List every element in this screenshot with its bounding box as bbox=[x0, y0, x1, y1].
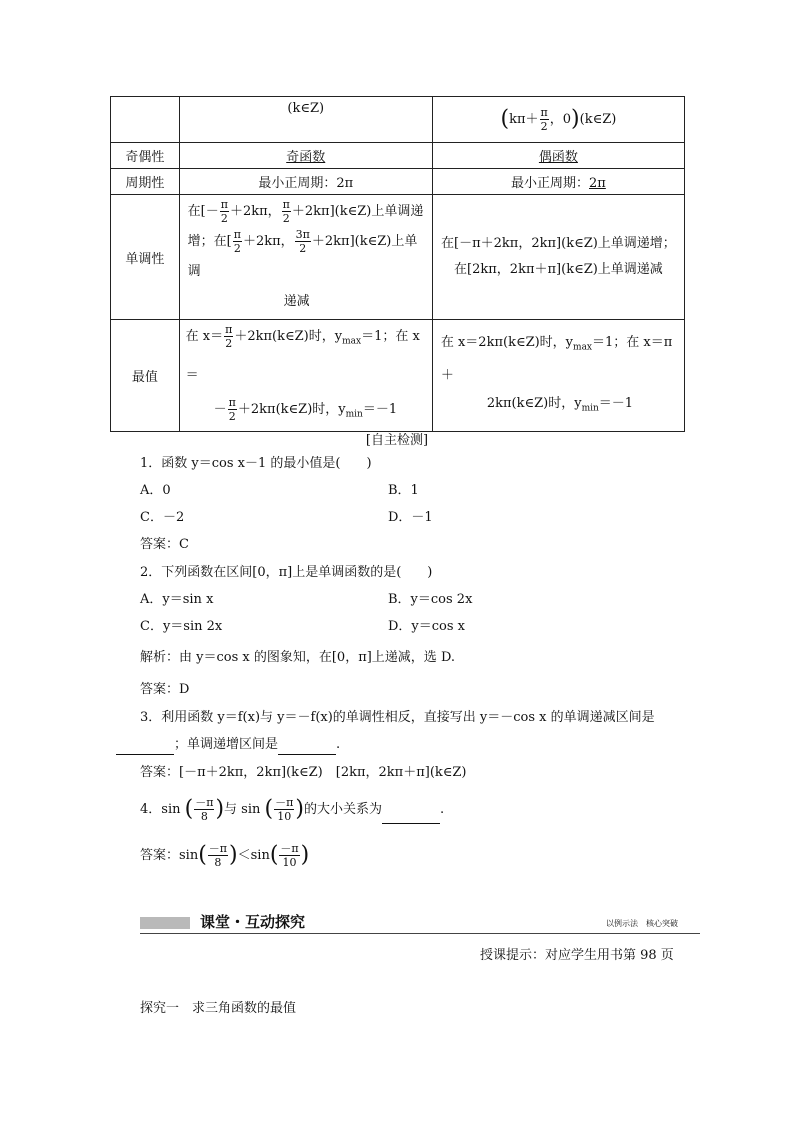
q1-option-d: D．－1 bbox=[388, 510, 433, 525]
fraction bbox=[540, 107, 549, 132]
banner-bar bbox=[140, 917, 190, 929]
table-row bbox=[111, 169, 685, 195]
cell-content bbox=[180, 195, 432, 319]
q3-answer: 答案：[－π＋2kπ，2kπ](k∈Z) [2kπ，2kπ＋π](k∈Z) bbox=[140, 765, 467, 780]
frac-den: 2 bbox=[540, 120, 548, 133]
properties-table bbox=[110, 96, 685, 432]
fraction bbox=[224, 324, 233, 349]
q4-answer bbox=[140, 842, 309, 870]
line bbox=[188, 227, 426, 287]
table-row bbox=[111, 320, 685, 432]
t: － bbox=[213, 401, 227, 417]
cell-cos-center bbox=[432, 97, 684, 143]
q2-stem: 2．下列函数在区间[0，π]上是单调函数的是( ) bbox=[140, 565, 433, 580]
frac-den: 10 bbox=[282, 856, 297, 869]
fraction bbox=[208, 843, 228, 868]
q1-option-a: A．0 bbox=[140, 483, 171, 498]
t: 在 x＝ bbox=[185, 329, 224, 344]
line bbox=[441, 390, 684, 423]
q3-stem-cont bbox=[116, 735, 340, 755]
frac-num: π bbox=[225, 323, 233, 336]
cell-content bbox=[433, 329, 684, 422]
paren-right: ) bbox=[229, 842, 238, 868]
paren-left: ( bbox=[198, 842, 207, 868]
q2-option-d: D．y＝cos x bbox=[388, 619, 466, 634]
fraction bbox=[220, 199, 229, 224]
frac-den: 8 bbox=[214, 856, 222, 869]
frac-num: 3π bbox=[295, 228, 310, 241]
t: ＋2kπ， bbox=[229, 204, 281, 219]
t: ＝－1 bbox=[598, 395, 634, 411]
frac-num: －π bbox=[208, 842, 228, 855]
cell-sin-parity bbox=[179, 143, 432, 169]
t: max bbox=[342, 336, 362, 347]
t: . bbox=[439, 802, 445, 817]
self-check-title: [自主检测] bbox=[365, 433, 429, 448]
fraction bbox=[282, 199, 291, 224]
cell-text: kπ＋ bbox=[509, 112, 539, 127]
fraction bbox=[194, 797, 214, 822]
banner-title: 课堂・互动探究 bbox=[200, 913, 306, 931]
frac-num: －π bbox=[280, 842, 299, 855]
frac-num: π bbox=[220, 198, 228, 211]
cell-cos-extrema bbox=[432, 320, 684, 432]
paren-right: ) bbox=[571, 106, 580, 132]
frac-num: π bbox=[228, 395, 236, 409]
line bbox=[186, 393, 432, 432]
t: ＝1；在 x＝π＋ bbox=[440, 335, 673, 383]
frac-den: 2 bbox=[299, 242, 307, 255]
table-row bbox=[111, 143, 685, 169]
fraction bbox=[233, 229, 242, 254]
explore-heading: 探究一 求三角函数的最值 bbox=[140, 1001, 297, 1016]
frac-num: －π bbox=[195, 796, 214, 809]
q2-analysis: 解析：由 y＝cos x 的图象知，在[0，π]上递减，选 D. bbox=[140, 650, 456, 665]
q1-answer: 答案：C bbox=[140, 537, 189, 552]
t: 2kπ(k∈Z)时，y bbox=[486, 395, 582, 411]
t: ＋2kπ， bbox=[242, 234, 294, 249]
q1-option-b: B．1 bbox=[388, 483, 419, 498]
answer-blank bbox=[382, 809, 440, 824]
frac-num: －π bbox=[275, 796, 294, 809]
line: 在[－π＋2kπ，2kπ](k∈Z)上单调递增； bbox=[441, 236, 676, 251]
frac-den: 2 bbox=[220, 212, 228, 225]
q4-stem bbox=[140, 796, 444, 824]
frac-num: π bbox=[233, 228, 241, 241]
cell-cos-parity bbox=[432, 143, 684, 169]
q2-answer: 答案：D bbox=[140, 682, 190, 697]
fraction bbox=[228, 397, 237, 422]
t: 在 x＝2kπ(k∈Z)时，y bbox=[440, 335, 574, 350]
fraction bbox=[295, 229, 311, 254]
paren-right: ) bbox=[215, 796, 225, 822]
t: 4．sin bbox=[140, 802, 181, 817]
cell-sin-center bbox=[179, 97, 432, 143]
t: ＋2kπ(k∈Z)时，y bbox=[237, 401, 346, 417]
t: ＋2kπ](k∈Z)上单调 bbox=[187, 234, 418, 279]
frac-den: 2 bbox=[233, 242, 241, 255]
cell-content bbox=[180, 320, 432, 431]
line: 在[2kπ，2kπ＋π](k∈Z)上单调递减 bbox=[454, 262, 663, 277]
banner-subtitle: 以例示法 核心突破 bbox=[606, 919, 678, 928]
cell-sin-extrema bbox=[179, 320, 432, 432]
row-header-period: 周期性 bbox=[111, 169, 180, 195]
paren-right: ) bbox=[300, 842, 310, 868]
t: max bbox=[573, 342, 593, 353]
fraction bbox=[274, 797, 294, 822]
t: min bbox=[345, 409, 363, 420]
row-header-empty bbox=[111, 97, 180, 143]
cell-text: ，0 bbox=[549, 112, 572, 127]
t: . bbox=[336, 737, 341, 752]
q1-stem: 1．函数 y＝cos x－1 的最小值是( ) bbox=[140, 456, 372, 471]
t: min bbox=[581, 403, 599, 414]
teaching-hint: 授课提示：对应学生用书第 98 页 bbox=[480, 948, 674, 963]
t: ＋2kπ(k∈Z)时，y bbox=[234, 329, 343, 344]
frac-den: 10 bbox=[277, 810, 292, 823]
paren-left: ( bbox=[264, 796, 274, 822]
cell-sin-monotonicity bbox=[179, 195, 432, 320]
t: ；单调递增区间是 bbox=[174, 737, 279, 752]
t: ＋2kπ](k∈Z)上单调递 bbox=[291, 204, 424, 219]
q2-option-c: C．y＝sin 2x bbox=[140, 619, 223, 634]
t: 答案：sin bbox=[140, 848, 199, 863]
cell-text: (k∈Z) bbox=[287, 101, 325, 116]
line bbox=[441, 329, 684, 390]
frac-den: 2 bbox=[225, 337, 233, 350]
cell-text: 最小正周期： bbox=[511, 176, 590, 191]
row-header-monotonicity: 单调性 bbox=[111, 195, 180, 320]
banner-divider bbox=[140, 933, 700, 934]
table-row bbox=[111, 97, 685, 143]
t: 3．利用函数 y＝f(x)与 y＝－f(x)的单调性相反，直接写出 y＝－cos x 的单调递减区间是 bbox=[140, 710, 655, 725]
frac-den: 2 bbox=[228, 409, 236, 423]
cell-text: (k∈Z) bbox=[579, 112, 617, 127]
q3-stem bbox=[140, 708, 655, 728]
answer-blank bbox=[278, 740, 336, 755]
frac-den: 2 bbox=[282, 212, 290, 225]
cell-content bbox=[433, 231, 684, 283]
paren-right: ) bbox=[295, 796, 304, 822]
cell-text: 偶函数 bbox=[538, 150, 578, 165]
q1-option-c: C．－2 bbox=[140, 510, 185, 525]
fraction bbox=[279, 843, 299, 868]
cell-cos-period bbox=[432, 169, 684, 195]
t: 增；在[ bbox=[187, 234, 232, 249]
t: 在[－ bbox=[187, 204, 219, 219]
t: ＝－1 bbox=[362, 401, 398, 417]
row-header-parity: 奇偶性 bbox=[111, 143, 180, 169]
t: 与 sin bbox=[224, 802, 261, 817]
cell-text: 奇函数 bbox=[286, 150, 326, 165]
cell-text: 2π bbox=[589, 176, 606, 191]
t: ＜sin bbox=[237, 848, 270, 863]
answer-blank bbox=[116, 740, 174, 755]
frac-num: π bbox=[282, 198, 290, 211]
t: 的大小关系为 bbox=[303, 802, 382, 817]
paren-left: ( bbox=[500, 106, 510, 132]
line: 递减 bbox=[283, 294, 310, 309]
frac-den: 8 bbox=[200, 810, 208, 823]
cell-cos-monotonicity bbox=[432, 195, 684, 320]
paren-left: ( bbox=[269, 842, 279, 868]
paren-left: ( bbox=[184, 796, 194, 822]
line bbox=[186, 320, 432, 393]
q2-option-a: A．y＝sin x bbox=[140, 592, 214, 607]
q2-option-b: B．y＝cos 2x bbox=[388, 592, 473, 607]
line bbox=[188, 197, 426, 227]
frac-num: π bbox=[540, 106, 548, 119]
t: ＝1；在 x＝ bbox=[185, 329, 420, 383]
table-row bbox=[111, 195, 685, 320]
cell-sin-period: 最小正周期：2π bbox=[179, 169, 432, 195]
row-header-extrema: 最值 bbox=[111, 320, 180, 432]
